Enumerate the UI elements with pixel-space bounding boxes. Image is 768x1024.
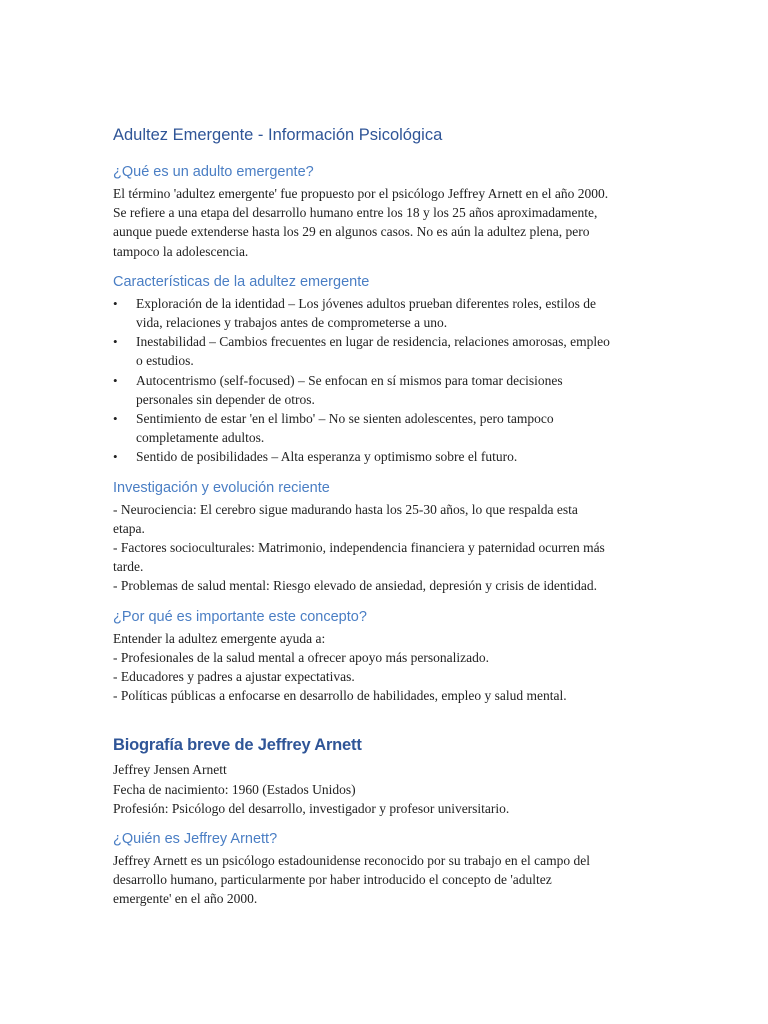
list-item [113,447,668,466]
text-line: - Neurociencia: El cerebro sigue madurando hasta los 25-30 años, lo que respalda esta [113,501,578,517]
text-line: - Políticas públicas a enfocarse en desarrollo de habilidades, empleo y salud mental. [113,688,567,704]
paragraph-investigacion [113,500,668,596]
text-line: aunque puede extenderse hasta los 29 en algunos casos. No es aún la adultez plena, pero [113,224,590,240]
text-line: Fecha de nacimiento: 1960 (Estados Unidos) [113,781,356,797]
text-line: Autocentrismo (self-focused) – Se enfocan en sí mismos para tomar decisiones [136,372,563,388]
bullet-icon: • [113,334,118,350]
heading-quien-es: ¿Quién es Jeffrey Arnett? [113,831,278,848]
paragraph-por-que [113,629,668,706]
text-line: - Factores socioculturales: Matrimonio, independencia financiera y paternidad ocurren más [113,540,605,556]
text-line: Se refiere a una etapa del desarrollo humano entre los 18 y los 25 años aproximadamente, [113,205,598,221]
text-line: Exploración de la identidad – Los jóvenes adultos prueban diferentes roles, estilos de [136,295,596,311]
text-line: desarrollo humano, particularmente por haber introducido el concepto de 'adultez [113,872,552,888]
text-line: etapa. [113,520,145,536]
bullet-icon: • [113,449,118,465]
text-line: - Educadores y padres a ajustar expectativas. [113,669,355,685]
characteristics-list [113,294,668,467]
paragraph-que-es [113,184,668,261]
text-line: completamente adultos. [136,430,265,446]
document-title: Adultez Emergente - Información Psicológica [113,126,443,144]
list-item [113,409,668,447]
bullet-icon: • [113,411,118,427]
heading-caracteristicas: Características de la adultez emergente [113,273,370,290]
paragraph-quien-es [113,851,668,909]
heading-por-que: ¿Por qué es importante este concepto? [113,608,367,625]
paragraph-bio [113,760,668,818]
list-item [113,294,668,332]
list-item [113,332,668,370]
text-line: Jeffrey Arnett es un psicólogo estadounidense reconocido por su trabajo en el campo del [113,853,590,869]
text-line: Sentimiento de estar 'en el limbo' – No se sienten adolescentes, pero tampoco [136,411,554,427]
text-line: o estudios. [136,353,194,369]
text-line: Inestabilidad – Cambios frecuentes en lugar de residencia, relaciones amorosas, empleo [136,334,610,350]
text-line: Profesión: Psicólogo del desarrollo, investigador y profesor universitario. [113,800,510,816]
text-line: personales sin depender de otros. [136,391,315,407]
text-line: tampoco la adolescencia. [113,243,249,259]
text-line: vida, relaciones y trabajos antes de comprometerse a uno. [136,315,448,331]
bullet-icon: • [113,295,118,311]
text-line: El término 'adultez emergente' fue propuesto por el psicólogo Jeffrey Arnett en el año 2000. [113,186,609,201]
text-line: Sentido de posibilidades – Alta esperanza y optimismo sobre el futuro. [136,449,518,465]
text-line: Entender la adultez emergente ayuda a: [113,630,326,646]
text-line: - Problemas de salud mental: Riesgo elevado de ansiedad, depresión y crisis de identidad. [113,578,597,594]
bio-title: Biografía breve de Jeffrey Arnett [113,736,362,755]
text-line: tarde. [113,559,144,575]
heading-que-es: ¿Qué es un adulto emergente? [113,164,314,180]
text-line: emergente' en el año 2000. [113,891,258,907]
text-line: Jeffrey Jensen Arnett [113,762,227,778]
heading-investigacion: Investigación y evolución reciente [113,479,330,496]
list-item [113,371,668,409]
bullet-icon: • [113,372,118,388]
text-line: - Profesionales de la salud mental a ofrecer apoyo más personalizado. [113,649,489,665]
